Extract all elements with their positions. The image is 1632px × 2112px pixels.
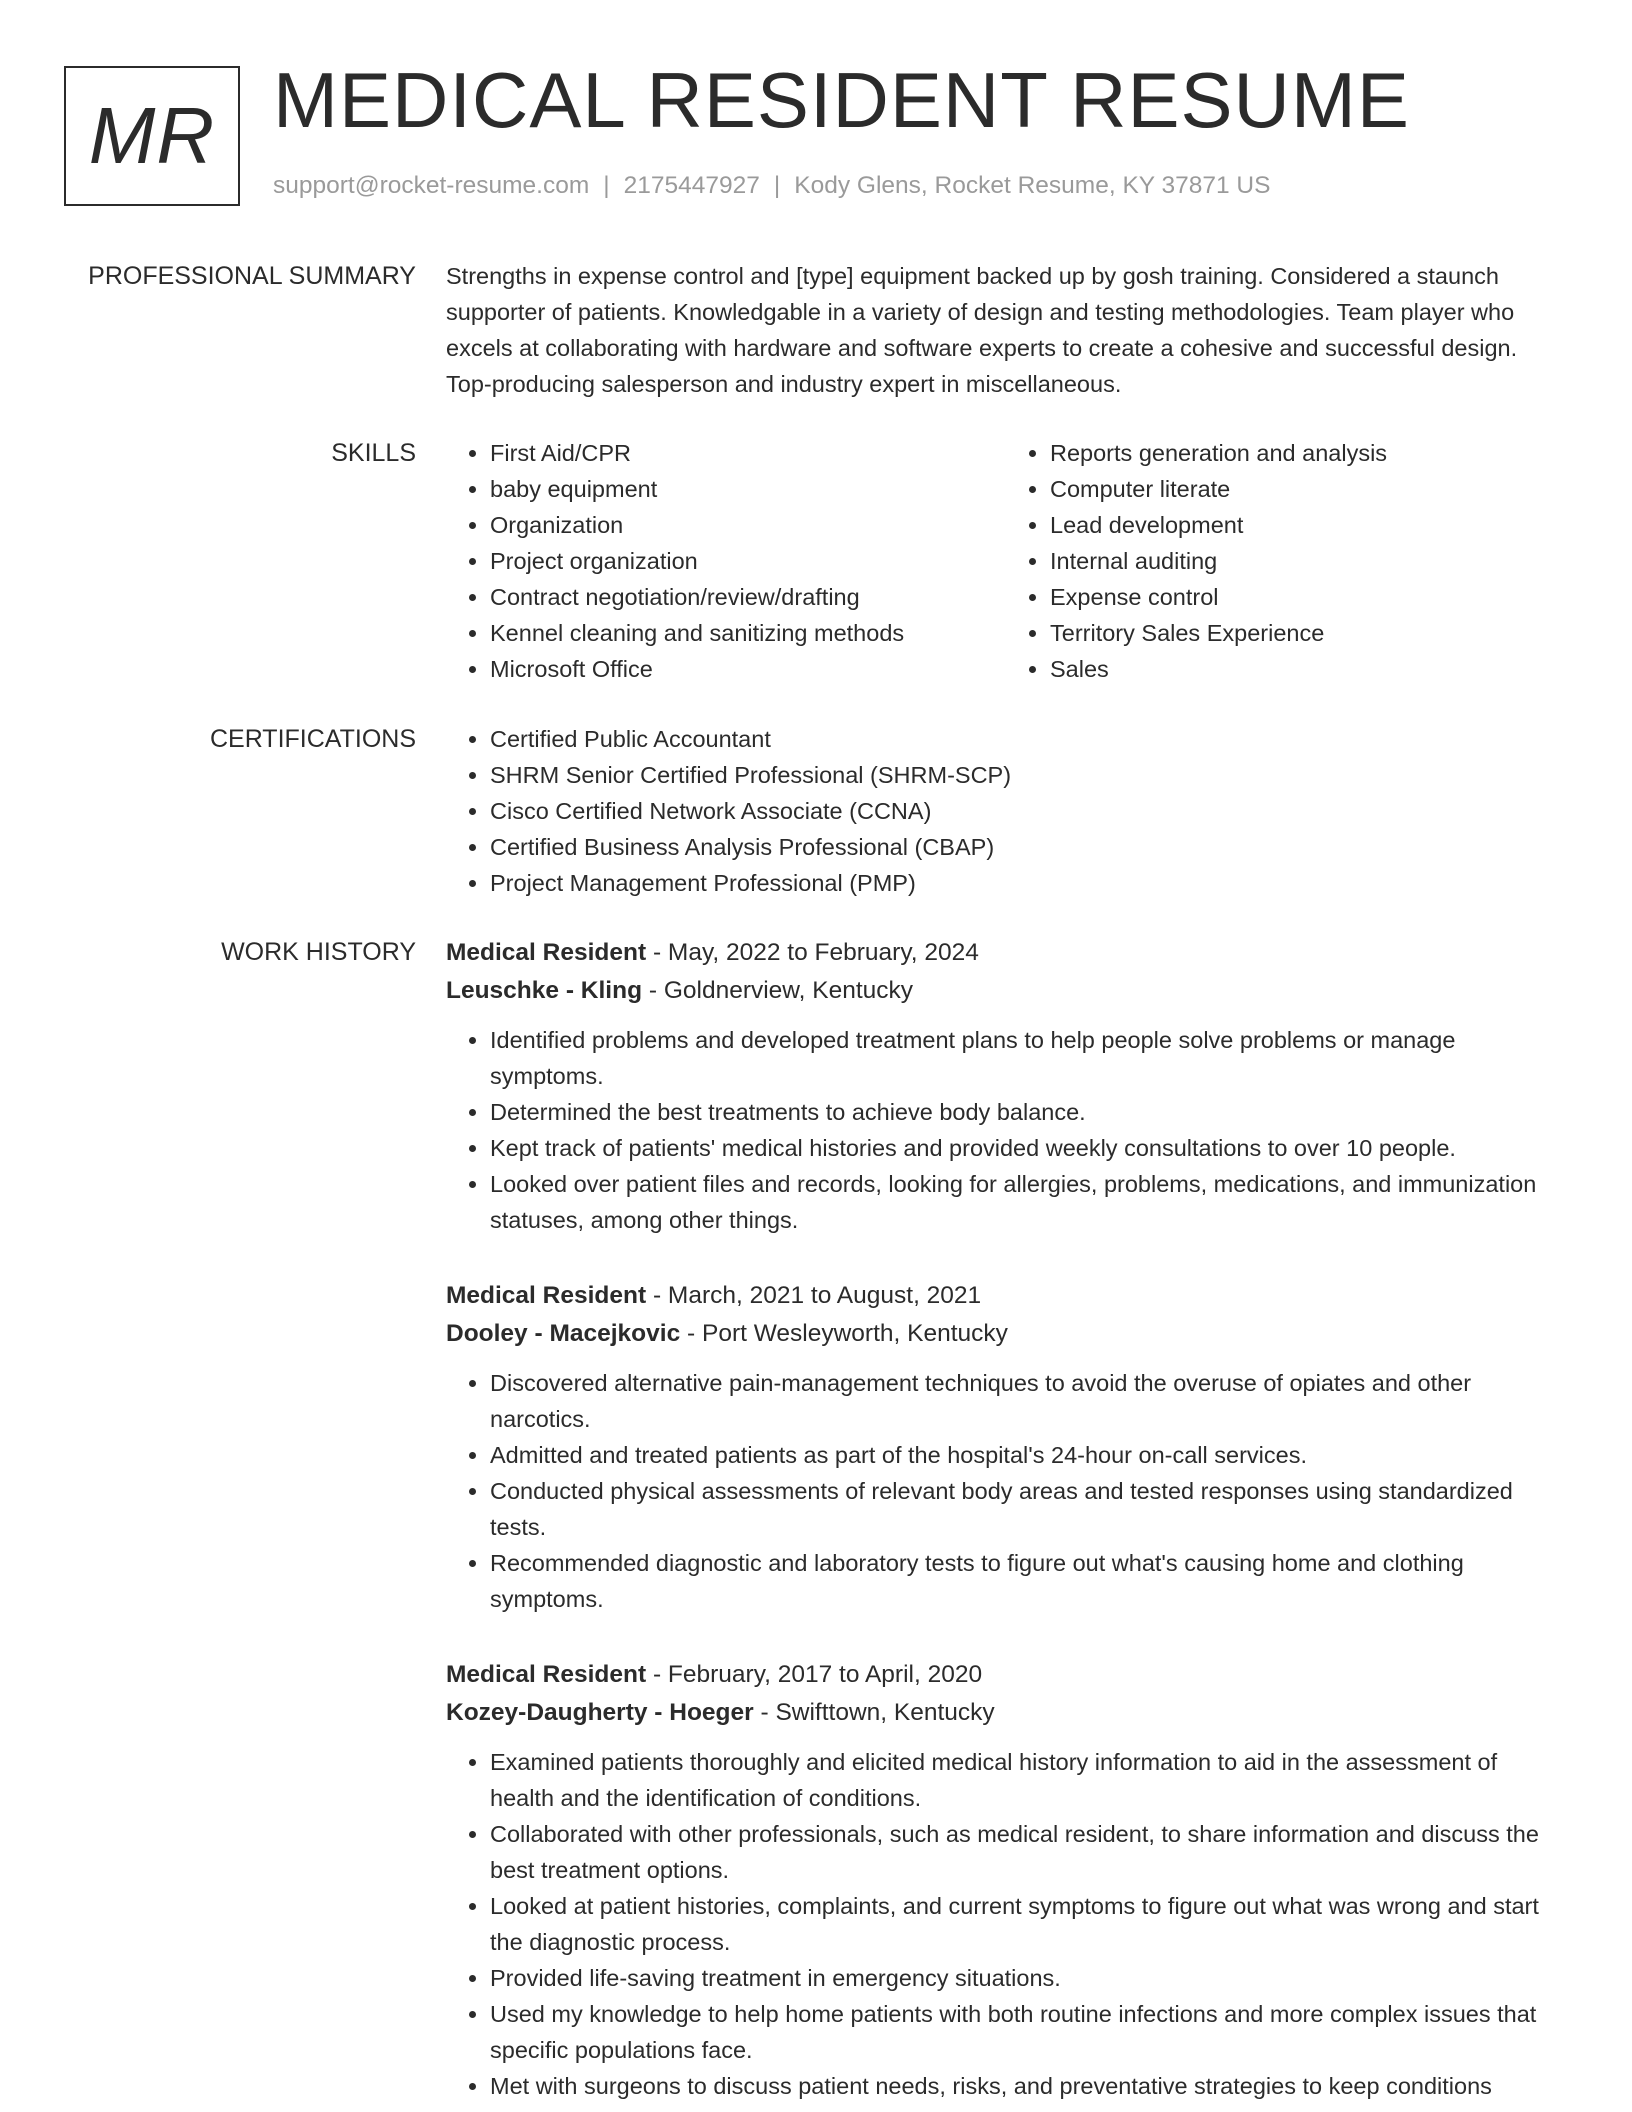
resume-title: MEDICAL RESIDENT RESUME <box>273 56 1410 144</box>
job-company: Leuschke - Kling <box>446 977 643 1004</box>
certifications-label: CERTIFICATIONS <box>209 725 416 753</box>
job-entry <box>446 1656 1566 2104</box>
job-title-line <box>446 1277 1566 1315</box>
skill-item: • Reports generation and analysis <box>1050 435 1566 471</box>
skill-item: • Sales <box>1050 651 1566 687</box>
skills-column-2 <box>1006 435 1566 687</box>
job-bullet: • Recommended diagnostic and laboratory tests to figure out what's causing home and clothing symptoms. <box>490 1545 1566 1617</box>
job-company-line <box>446 1315 1566 1353</box>
summary-label: PROFESSIONAL SUMMARY <box>88 262 416 290</box>
job-location: - Goldnerview, Kentucky <box>642 977 914 1004</box>
job-dates: - May, 2022 to February, 2024 <box>646 939 979 966</box>
skill-item: • Project organization <box>490 543 1006 579</box>
certification-item: • Certified Business Analysis Professional (CBAP) <box>490 829 1566 865</box>
job-location: - Port Wesleyworth, Kentucky <box>680 1320 1008 1347</box>
job-dates: - March, 2021 to August, 2021 <box>646 1282 982 1309</box>
job-title: Medical Resident <box>446 1282 647 1309</box>
job-bullet: • Provided life-saving treatment in emergency situations. <box>490 1960 1566 1996</box>
skills-column-1 <box>446 435 1006 687</box>
job-location: - Swifttown, Kentucky <box>753 1699 995 1726</box>
job-bullet: • Collaborated with other professionals, such as medical resident, to share information and discuss the best treatment options. <box>490 1816 1566 1888</box>
certifications-list <box>446 721 1566 901</box>
job-bullet: • Examined patients thoroughly and elicited medical history information to aid in the assessment of health and the identification of conditions. <box>490 1744 1566 1816</box>
job-bullet: • Looked at patient histories, complaints, and current symptoms to figure out what was wrong and start the diagnostic process. <box>490 1888 1566 1960</box>
summary-text: Strengths in expense control and [type] equipment backed up by gosh training. Considered a staunch supporter of patients. Knowledgable in a variety of design and testing methodologies. Team player who excels at collaborating with hardware and software experts to create a cohesive and successful design. Top-producing salesperson and industry expert in miscellaneous. <box>446 263 1518 397</box>
certification-item: • SHRM Senior Certified Professional (SHRM-SCP) <box>490 757 1566 793</box>
job-bullet: • Conducted physical assessments of relevant body areas and tested responses using standardized tests. <box>490 1473 1566 1545</box>
contact-line <box>273 172 1270 200</box>
job-bullet: • Kept track of patients' medical histories and provided weekly consultations to over 10 people. <box>490 1130 1566 1166</box>
skill-item: • Territory Sales Experience <box>1050 615 1566 651</box>
job-company-line <box>446 972 1566 1010</box>
certification-item: • Project Management Professional (PMP) <box>490 865 1566 901</box>
skill-item: • Organization <box>490 507 1006 543</box>
job-entry <box>446 934 1566 1238</box>
job-title-line <box>446 934 1566 972</box>
job-dates: - February, 2017 to April, 2020 <box>646 1661 983 1688</box>
job-entry <box>446 1277 1566 1617</box>
skill-item: • First Aid/CPR <box>490 435 1006 471</box>
contact-phone[interactable]: 2175447927 <box>623 172 760 199</box>
job-title: Medical Resident <box>446 939 647 966</box>
job-bullet: • Determined the best treatments to achieve body balance. <box>490 1094 1566 1130</box>
job-bullet: • Admitted and treated patients as part of the hospital's 24-hour on-call services. <box>490 1437 1566 1473</box>
job-bullets <box>446 1365 1566 1617</box>
job-bullet: • Discovered alternative pain-management techniques to avoid the overuse of opiates and other narcotics. <box>490 1365 1566 1437</box>
job-company: Dooley - Macejkovic <box>446 1320 681 1347</box>
monogram-box <box>64 66 240 206</box>
skill-item: • Expense control <box>1050 579 1566 615</box>
monogram-text: MR <box>88 91 216 180</box>
certification-item: • Cisco Certified Network Associate (CCNA) <box>490 793 1566 829</box>
skill-item: • Contract negotiation/review/drafting <box>490 579 1006 615</box>
contact-separator: | <box>603 172 610 199</box>
skill-item: • Kennel cleaning and sanitizing methods <box>490 615 1006 651</box>
contact-address: Kody Glens, Rocket Resume, KY 37871 US <box>794 172 1271 199</box>
job-bullet: • Met with surgeons to discuss patient needs, risks, and preventative strategies to keep conditions <box>490 2068 1566 2104</box>
job-bullets <box>446 1022 1566 1238</box>
skill-item: • Lead development <box>1050 507 1566 543</box>
certification-item: • Certified Public Accountant <box>490 721 1566 757</box>
job-company: Kozey-Daugherty - Hoeger <box>446 1699 754 1726</box>
skill-item: • baby equipment <box>490 471 1006 507</box>
skill-item: • Computer literate <box>1050 471 1566 507</box>
work-history-label: WORK HISTORY <box>221 938 416 966</box>
job-title: Medical Resident <box>446 1661 647 1688</box>
job-bullet: • Used my knowledge to help home patients with both routine infections and more complex issues that specific populations face. <box>490 1996 1566 2068</box>
job-bullets <box>446 1744 1566 2104</box>
skill-item: • Microsoft Office <box>490 651 1006 687</box>
skill-item: • Internal auditing <box>1050 543 1566 579</box>
job-bullet: • Identified problems and developed treatment plans to help people solve problems or manage symptoms. <box>490 1022 1566 1094</box>
job-title-line <box>446 1656 1566 1694</box>
contact-separator: | <box>773 172 781 199</box>
job-bullet: • Looked over patient files and records, looking for allergies, problems, medications, and immunization statuses, among other things. <box>490 1166 1566 1238</box>
job-company-line <box>446 1694 1566 1732</box>
skills-label: SKILLS <box>331 439 416 467</box>
contact-email[interactable]: support@rocket-resume.com <box>273 172 590 199</box>
